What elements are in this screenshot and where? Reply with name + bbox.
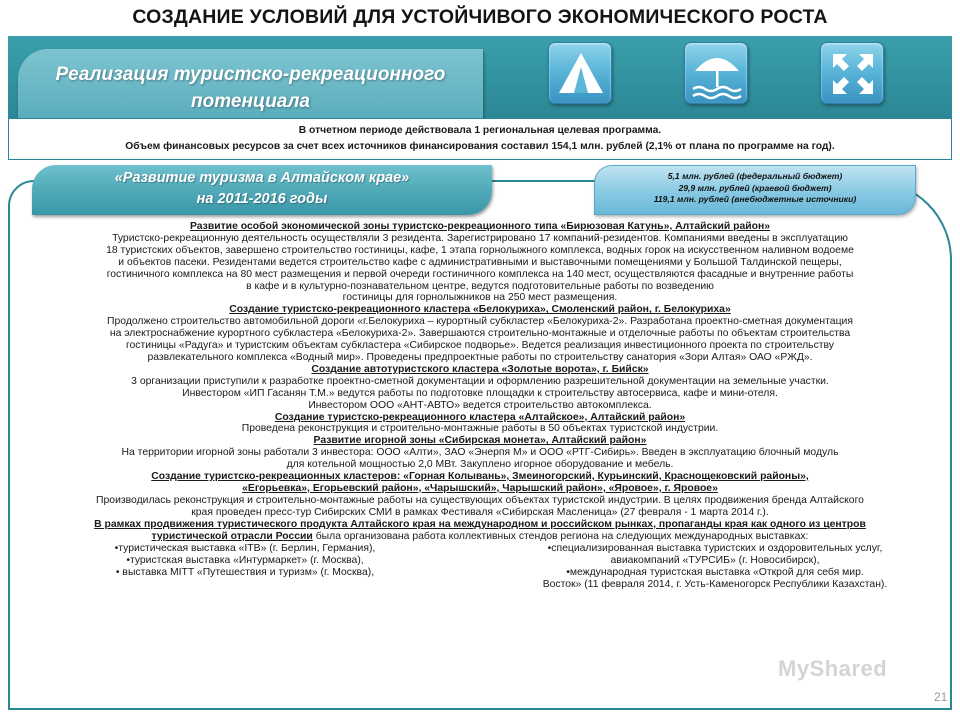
section-text: 18 туристских объектов, завершено строительство гостиницы, кафе, 1 этапа горнолыжного комплекса, водных горок на искусственном наливном водоеме — [106, 244, 854, 256]
section-text: Инвестором ООО «АНТ-АВТО» ведется строительство автокомплекса. — [308, 399, 652, 411]
section-label-line2: потенциала — [191, 91, 310, 112]
section-text: Производилась реконструкция и строительно-монтажные работы на существующих объектах туристской индустрии. В целях продвижения бренда Алтайского — [96, 494, 864, 506]
summary-box — [8, 118, 952, 160]
section-text: гостиницы для горнолыжников на 250 мест размещения. — [342, 292, 618, 304]
slide-number: 21 — [934, 690, 948, 704]
section-text: Продолжено строительство автомобильной дороги «г.Белокуриха – курортный субкластер «Белокуриха-2». Разработана проектно-сметная документация — [107, 316, 853, 328]
funding-federal: 5,1 млн. рублей (федеральный бюджет) — [667, 171, 843, 181]
program-details — [10, 221, 950, 591]
list-item: •туристская выставка «Интурмаркет» (г. Москва), — [126, 555, 364, 567]
list-item: • выставка MITT «Путешествия и туризм» (г. Москва), — [115, 567, 375, 579]
section-text: Инвестором «ИП Гасанян Т.М.» ведутся работы по подготовке площадки к строительству автосервиса, кафе и мини-отеля. — [182, 387, 778, 399]
list-item: Восток» (11 февраля 2014, г. Усть-Каменогорск Республики Казахстан). — [542, 579, 888, 591]
list-item: •международная туристская выставка «Открой для себя мир. — [566, 567, 864, 579]
section-text: Туристско-рекреационную деятельность осуществляли 3 резидента. Зарегистрировано 17 компаний-резидентов. Компаниями введены в эксплуатацию — [112, 232, 848, 244]
program-title-tab — [32, 165, 492, 215]
section-text: Проведена реконструкция и строительно-монтажные работы в 50 объектах туристской индустрии. — [241, 423, 719, 435]
funding-extrabudget: 119,1 млн. рублей (внебюджетные источники) — [653, 194, 857, 204]
section-text: гостиницы «Радуга» и туристским объектам субкластера «Сибирское подворье». Ведется реализация инвестиционного проекта по строительству — [125, 340, 835, 352]
promotion-rest: была организована работа коллективных стендов региона на следующих международных выставках: — [312, 530, 809, 542]
list-item: •специализированная выставка туристских и оздоровительных услуг, — [547, 543, 883, 555]
page-title: СОЗДАНИЕ УСЛОВИЙ ДЛЯ УСТОЙЧИВОГО ЭКОНОМИЧЕСКОГО РОСТА — [132, 6, 828, 28]
section-heading: Создание туристско-рекреационных кластеров: «Горная Колывань», Змеиногорский, Курьинский, Краснощековский районы», — [151, 471, 809, 483]
exhibitions-left — [10, 543, 480, 591]
promotion-heading-tail: туристической отрасли России — [151, 530, 313, 542]
section-heading: Создание туристско-рекреационного кластера «Белокуриха», Смоленский район, г. Белокуриха» — [229, 304, 731, 316]
program-title-line1: «Развитие туризма в Алтайском крае» — [114, 170, 410, 186]
section-text: развлекательного комплекса «Водный мир». Проведены предпроектные работы по строительству санатория «Зори Алтая» ОАО «РЖД». — [147, 351, 813, 363]
section-text: На территории игорной зоны работали 3 инвестора: ООО «Алти», ЗАО «Энерпя М» и ООО «РТГ-Сибирь». Введен в эксплуатацию блочный модуль — [121, 447, 839, 459]
section-text: на электроснабжение курортного субкластера «Белокуриха-2». Завершаются строительно-монтажные и отделочные работы по объектам строительства — [109, 328, 851, 340]
section-heading: Развитие игорной зоны «Сибирская монета», Алтайский район» — [313, 435, 647, 447]
summary-line2: Объем финансовых ресурсов за счет всех источников финансирования составил 154,1 млн. рублей (2,1% от плана по программе на год). — [125, 141, 835, 152]
section-text: 3 организации приступили к разработке проектно-сметной документации и оформлению разрешительной документации на земельные участки. — [131, 375, 829, 387]
section-text: и объектов пасеки. Резидентами ведется строительство кафе с административными и выставочными помещениями у Большой Талдинской пещеры, — [118, 256, 842, 268]
section-heading: «Егорьевка», Егорьевский район», «Чарышский», Чарышский район», «Яровое», г. Яровое» — [242, 482, 718, 494]
section-heading: Создание туристско-рекреационного кластера «Алтайское», Алтайский район» — [274, 411, 686, 423]
funding-box — [594, 165, 916, 215]
section-heading: Развитие особой экономической зоны туристско-рекреационного типа «Бирюзовая Катунь», Алтайский район» — [189, 221, 771, 232]
section-text: края проведен пресс-тур Сибирских СМИ в рамках Фестиваля «Сибирская Масленица» (27 февраля - 1 марта 2014 г.). — [191, 506, 769, 518]
funding-regional: 29,9 млн. рублей (краевой бюджет) — [678, 182, 832, 193]
section-text: в кафе и в культурно-познавательном центре, ведутся подготовительные работы по возведению — [246, 280, 714, 292]
section-text: для котельной мощностью 2,0 МВт. Закуплено игорное оборудование и мебель. — [286, 459, 674, 471]
beach-umbrella-icon[interactable] — [684, 42, 748, 104]
summary-line1: В отчетном периоде действовала 1 региональная целевая программа. — [298, 125, 662, 136]
exhibitions-list — [10, 543, 950, 591]
program-title-line2: на 2011-2016 годы — [196, 191, 328, 207]
tent-icon[interactable] — [548, 42, 612, 104]
promotion-text — [10, 531, 950, 543]
section-label-line1: Реализация туристско-рекреационного — [55, 64, 446, 85]
promotion-heading: В рамках продвижения туристического продукта Алтайского края на международном и российском рынках, пропаганды края как одного из центров — [94, 518, 866, 530]
exhibitions-right — [480, 543, 950, 591]
list-item: авиакомпаний «ТУРСИБ» (г. Новосибирск), — [610, 555, 820, 567]
expand-arrows-icon[interactable] — [820, 42, 884, 104]
list-item: •туристическая выставка «ITB» (г. Берлин, Германия), — [114, 543, 376, 555]
watermark: MyShared — [778, 656, 888, 681]
section-text: гостиничного комплекса на 80 мест размещения и первой очереди гостиничного комплекса на 140 мест, осуществляются фасадные и внутренние работы — [106, 268, 854, 280]
section-heading: Создание автотуристского кластера «Золотые ворота», г. Бийск» — [311, 363, 649, 375]
